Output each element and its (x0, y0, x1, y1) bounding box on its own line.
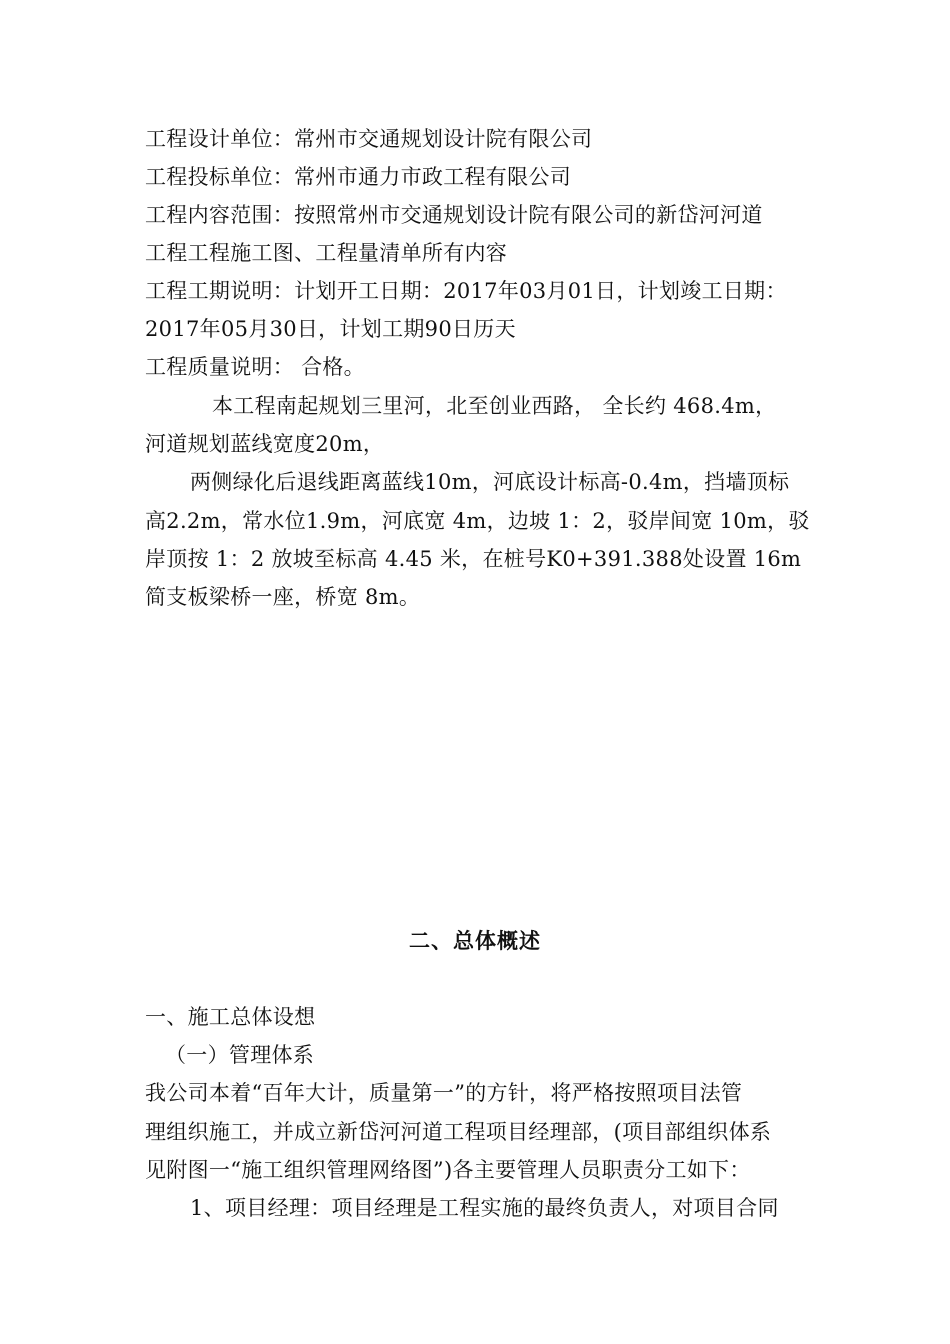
schedule-line-2: 2017年05月30日，计划工期90日历天 (145, 317, 516, 341)
project-desc-line-4: 高2.2m，常水位1.9m，河底宽 4m，边坡 1：2，驳岸间宽 10m，驳 (145, 509, 810, 533)
project-desc-line-1: 本工程南起规划三里河，北至创业西路， 全长约 468.4m， (212, 394, 777, 418)
management-line-2: 理组织施工，并成立新岱河河道工程项目经理部，(项目部组织体系 (145, 1120, 772, 1144)
quality-line: 工程质量说明： 合格。 (145, 355, 365, 379)
section-title: 二、总体概述 (409, 928, 541, 953)
subsubsection-title: （一）管理体系 (165, 1043, 315, 1067)
project-desc-line-6: 简支板梁桥一座，桥宽 8m。 (145, 585, 421, 609)
scope-line-1: 工程内容范围：按照常州市交通规划设计院有限公司的新岱河河道 (145, 203, 763, 227)
subsection-title: 一、施工总体设想 (145, 1005, 316, 1029)
management-line-3: 见附图一“施工组织管理网络图”)各主要管理人员职责分工如下： (145, 1158, 751, 1182)
project-desc-line-3: 两侧绿化后退线距离蓝线10m，河底设计标高-0.4m，挡墙顶标 (190, 470, 790, 494)
management-line-1: 我公司本着“百年大计，质量第一”的方针，将严格按照项目法管 (145, 1081, 743, 1105)
scope-line-2: 工程工程施工图、工程量清单所有内容 (145, 241, 508, 265)
bidder-unit-line: 工程投标单位：常州市通力市政工程有限公司 (145, 165, 571, 189)
schedule-line-1: 工程工期说明：计划开工日期：2017年03月01日，计划竣工日期： (145, 279, 787, 303)
project-desc-line-2: 河道规划蓝线宽度20m， (145, 432, 385, 456)
design-unit-line: 工程设计单位：常州市交通规划设计院有限公司 (145, 127, 593, 151)
management-line-4: 1、项目经理：项目经理是工程实施的最终负责人，对项目合同 (190, 1196, 779, 1220)
project-desc-line-5: 岸顶按 1：2 放坡至标高 4.45 米，在桩号K0+391.388处设置 16m (145, 547, 802, 571)
